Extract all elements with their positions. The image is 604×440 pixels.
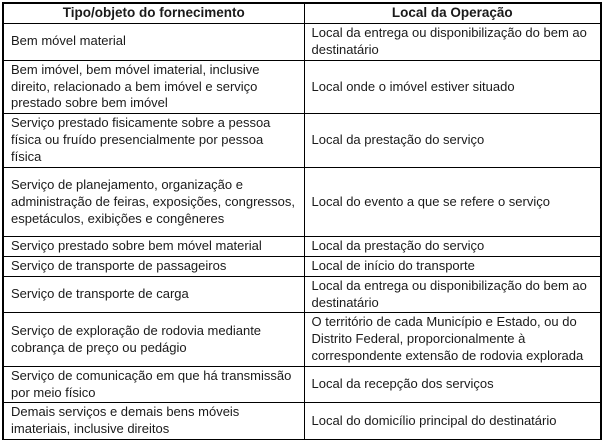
- cell-local: Local do domicílio principal do destinatário: [304, 403, 601, 440]
- table-row: [3, 276, 601, 313]
- table-row: [3, 403, 601, 440]
- cell-local: Local da prestação do serviço: [304, 114, 601, 168]
- table-row: [3, 60, 601, 113]
- cell-local: Local onde o imóvel estiver situado: [304, 60, 601, 113]
- cell-local: Local da entrega ou disponibilização do bem ao destinatário: [304, 276, 601, 313]
- cell-local: Local da recepção dos serviços: [304, 366, 601, 403]
- cell-tipo: Serviço de planejamento, organização e administração de feiras, exposições, congressos, espetáculos, exibições e congêneres: [3, 168, 304, 237]
- cell-tipo: Demais serviços e demais bens móveis imateriais, inclusive direitos: [3, 403, 304, 440]
- column-header-local: Local da Operação: [304, 3, 601, 23]
- table-row: [3, 168, 601, 237]
- supply-location-table: [2, 2, 602, 440]
- table-row: [3, 366, 601, 403]
- cell-tipo: Bem móvel material: [3, 23, 304, 60]
- cell-tipo: Serviço de transporte de passageiros: [3, 256, 304, 276]
- cell-local: Local da prestação do serviço: [304, 237, 601, 257]
- table-header-row: [3, 3, 601, 23]
- cell-tipo: Serviço de comunicação em que há transmissão por meio físico: [3, 366, 304, 403]
- table-row: [3, 313, 601, 366]
- cell-tipo: Serviço prestado fisicamente sobre a pessoa física ou fruído presencialmente por pessoa física: [3, 114, 304, 168]
- cell-local: Local de início do transporte: [304, 256, 601, 276]
- cell-tipo: Bem imóvel, bem móvel imaterial, inclusive direito, relacionado a bem imóvel e serviço prestado sobre bem imóvel: [3, 60, 304, 113]
- cell-tipo: Serviço de exploração de rodovia mediante cobrança de preço ou pedágio: [3, 313, 304, 366]
- table-row: [3, 23, 601, 60]
- table-row: [3, 256, 601, 276]
- table-row: [3, 114, 601, 168]
- cell-tipo: Serviço de transporte de carga: [3, 276, 304, 313]
- column-header-tipo: Tipo/objeto do fornecimento: [3, 3, 304, 23]
- cell-local: O território de cada Município e Estado, ou do Distrito Federal, proporcionalmente à correspondente extensão de rodovia explorada: [304, 313, 601, 366]
- cell-local: Local do evento a que se refere o serviço: [304, 168, 601, 237]
- table-row: [3, 237, 601, 257]
- cell-tipo: Serviço prestado sobre bem móvel material: [3, 237, 304, 257]
- cell-local: Local da entrega ou disponibilização do bem ao destinatário: [304, 23, 601, 60]
